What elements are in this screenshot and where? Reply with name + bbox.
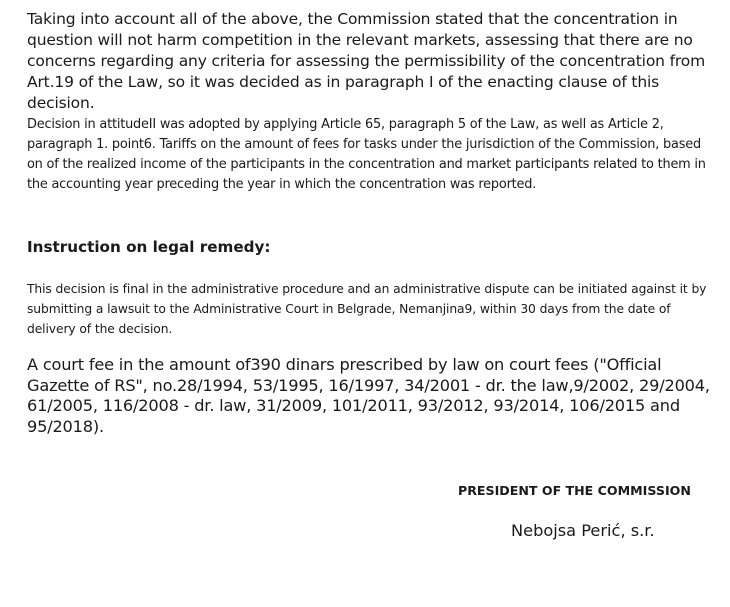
legal-remedy-heading: Instruction on legal remedy: xyxy=(27,238,271,256)
decision-basis-paragraph: Decision in attitudeII was adopted by applying Article 65, paragraph 5 of the Law, as well as Article 2, paragraph 1. point6. Tariffs on the amount of fees for tasks under the jurisdiction of the Commission, based on of the realized income of the participants in the concentration and market participants related to them in the accounting year preceding the year in which the concentration was reported. xyxy=(27,117,706,192)
court-fee-paragraph: A court fee in the amount of390 dinars prescribed by law on court fees ("Official Gazette of RS", no.28/1994, 53/1995, 16/1997, 34/2001 - dr. the law,9/2002, 29/2004, 61/2005, 116/2008 - dr. law, 31/2009, 101/2011, 93/2012, 93/2014, 106/2015 and 95/2018). xyxy=(27,355,710,436)
conclusion-paragraph: Taking into account all of the above, the Commission stated that the concentration in question will not harm competition in the relevant markets, assessing that there are no concerns regarding any criteria for assessing the permissibility of the concentration from Art.19 of the Law, so it was decided as in paragraph I of the enacting clause of this decision. xyxy=(27,10,706,112)
legal-remedy-paragraph: This decision is final in the administrative procedure and an administrative dispute can be initiated against it by submitting a lawsuit to the Administrative Court in Belgrade, Nemanjina9, within 30 days from the date of delivery of the decision. xyxy=(27,282,707,336)
signature-name: Nebojsa Perić, s.r. xyxy=(511,521,655,540)
signature-title: PRESIDENT OF THE COMMISSION xyxy=(458,483,691,498)
